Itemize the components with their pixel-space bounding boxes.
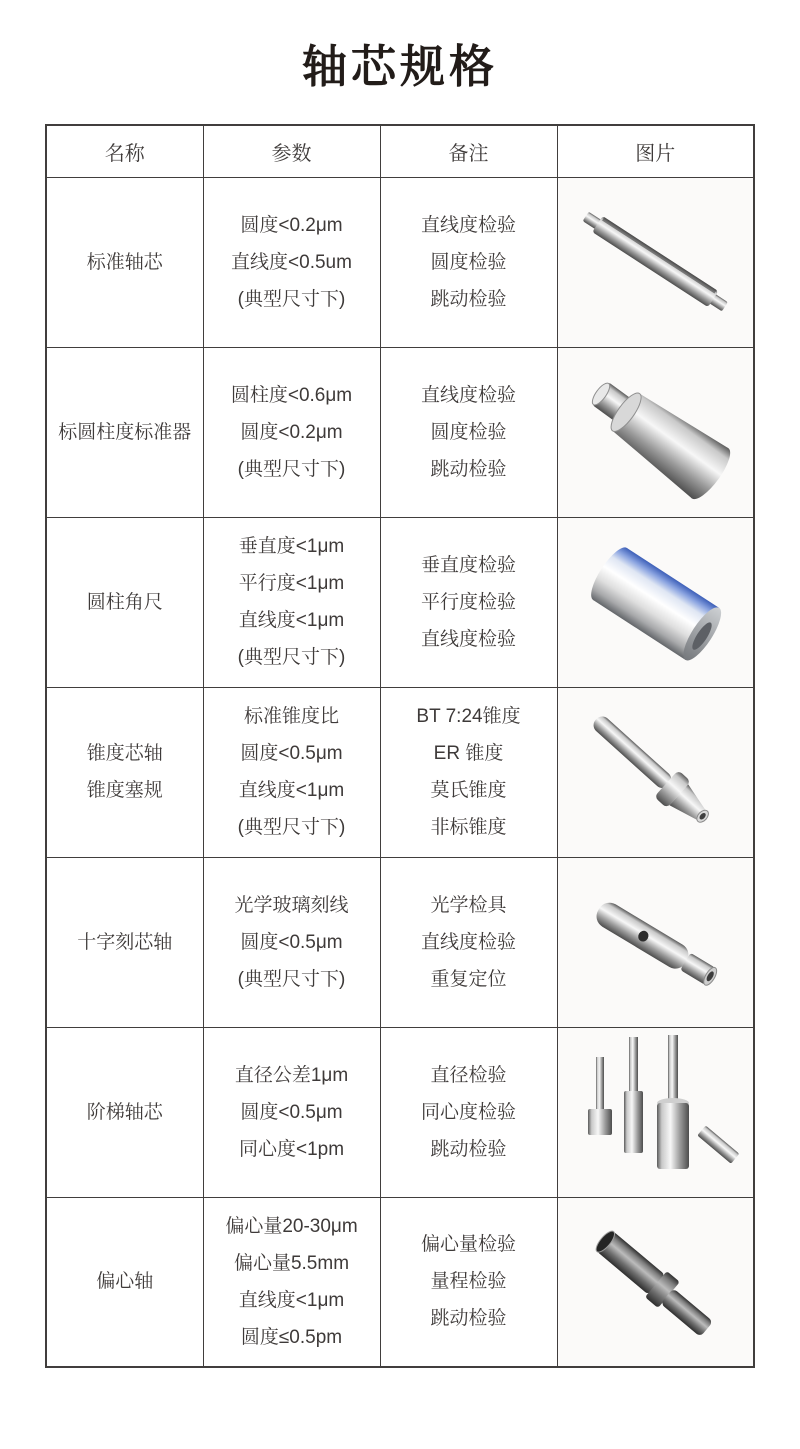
product-photo-cell [557, 1027, 754, 1197]
note-line: 量程检验 [430, 1271, 507, 1293]
product-name-line: 锥度芯轴 [86, 743, 163, 764]
product-photo-cell [557, 177, 754, 347]
note-line: 直线度检验 [420, 214, 516, 236]
param-line: (典型尺寸下) [237, 458, 346, 480]
product-notes-cell [380, 687, 557, 857]
header-name: 名称 [46, 125, 203, 177]
param-line: 偏心量20-30μm [225, 1215, 358, 1237]
note-line: 圆度检验 [430, 251, 507, 273]
param-line: 圆度<0.2μm [240, 214, 343, 236]
product-params-cell [203, 517, 380, 687]
spec-table-body [46, 177, 754, 1367]
param-line: 直线度<1μm [238, 610, 345, 631]
note-line: 光学检具 [430, 894, 507, 916]
eccentric-shaft-photo [560, 1203, 750, 1361]
param-line: 圆度<0.5μm [240, 1101, 343, 1123]
table-row [46, 177, 754, 347]
product-name-cell [46, 177, 203, 347]
table-row [46, 347, 754, 517]
note-line: 平行度检验 [420, 591, 516, 613]
product-notes-cell [380, 1027, 557, 1197]
note-line: 直线度检验 [420, 628, 516, 650]
param-line: (典型尺寸下) [237, 647, 346, 668]
note-line: 垂直度检验 [420, 554, 516, 576]
note-line: 偏心量检验 [420, 1234, 516, 1256]
product-name-cell [46, 857, 203, 1027]
product-name-cell [46, 687, 203, 857]
cross-engraved-shaft-photo [560, 863, 750, 1021]
param-line: 偏心量5.5mm [233, 1252, 350, 1274]
note-line: 跳动检验 [430, 288, 507, 310]
note-line: 直线度检验 [420, 931, 516, 953]
note-line: 莫氏锥度 [430, 780, 507, 801]
note-line: 非标锥度 [430, 817, 507, 838]
note-line: BT 7:24锥度 [416, 706, 521, 727]
param-line: 标准锥度比 [243, 706, 339, 727]
standard-shaft-photo [560, 183, 750, 341]
page-title: 轴芯规格 [301, 41, 498, 92]
product-name-cell [46, 1027, 203, 1197]
note-line: 直径检验 [430, 1064, 507, 1086]
product-params-cell [203, 177, 380, 347]
param-line: 圆度<0.5μm [240, 931, 343, 953]
header-params: 参数 [203, 125, 380, 177]
product-photo-cell [557, 1197, 754, 1367]
product-params-cell [203, 347, 380, 517]
product-params-cell [203, 687, 380, 857]
spec-table [45, 124, 755, 1368]
cylinder-square-photo [560, 523, 750, 681]
product-name-line: 十字刻芯轴 [77, 931, 173, 953]
table-row [46, 1197, 754, 1367]
param-line: 直线度<1μm [238, 780, 345, 801]
product-photo-cell [557, 517, 754, 687]
param-line: 平行度<1μm [238, 573, 345, 594]
param-line: 圆度<0.5μm [240, 743, 343, 764]
product-notes-cell [380, 177, 557, 347]
param-line: 光学玻璃刻线 [234, 894, 349, 916]
param-line: 垂直度<1μm [238, 536, 345, 557]
note-line: 直线度检验 [420, 384, 516, 406]
table-row [46, 1027, 754, 1197]
table-row [46, 517, 754, 687]
spec-table-header [46, 125, 754, 177]
product-name-line: 标准轴芯 [86, 251, 163, 273]
product-name-line: 阶梯轴芯 [86, 1101, 163, 1123]
product-params-cell [203, 1027, 380, 1197]
param-line: 直线度<0.5um [231, 251, 352, 273]
note-line: ER 锥度 [433, 743, 504, 764]
header-notes: 备注 [380, 125, 557, 177]
product-notes-cell [380, 857, 557, 1027]
product-name-line: 标圆柱度标准器 [58, 421, 192, 443]
param-line: 圆柱度<0.6μm [230, 384, 353, 406]
product-notes-cell [380, 1197, 557, 1367]
taper-mandrel-photo [560, 693, 750, 851]
stepped-shafts-photo [560, 1033, 750, 1191]
table-row [46, 857, 754, 1027]
header-row [46, 125, 754, 177]
param-line: 圆度<0.2μm [240, 421, 343, 443]
product-photo-cell [557, 687, 754, 857]
product-params-cell [203, 857, 380, 1027]
product-photo-cell [557, 857, 754, 1027]
product-photo-cell [557, 347, 754, 517]
product-notes-cell [380, 347, 557, 517]
note-line: 同心度检验 [420, 1101, 516, 1123]
note-line: 跳动检验 [430, 1308, 507, 1330]
note-line: 跳动检验 [430, 1138, 507, 1160]
param-line: 圆度≤0.5pm [240, 1326, 343, 1348]
param-line: (典型尺寸下) [237, 288, 346, 310]
note-line: 重复定位 [430, 968, 507, 990]
product-name-cell [46, 1197, 203, 1367]
note-line: 圆度检验 [430, 421, 507, 443]
header-image: 图片 [557, 125, 754, 177]
product-notes-cell [380, 517, 557, 687]
param-line: 直径公差1μm [234, 1064, 349, 1086]
product-params-cell [203, 1197, 380, 1367]
note-line: 跳动检验 [430, 458, 507, 480]
param-line: (典型尺寸下) [237, 817, 346, 838]
product-name-line: 圆柱角尺 [86, 591, 163, 613]
product-name-cell [46, 347, 203, 517]
product-name-line: 偏心轴 [96, 1271, 154, 1293]
param-line: (典型尺寸下) [237, 968, 346, 990]
param-line: 同心度<1pm [238, 1138, 345, 1160]
table-row [46, 687, 754, 857]
cylindricity-standard-photo [560, 353, 750, 511]
param-line: 直线度<1μm [238, 1289, 345, 1311]
product-name-cell [46, 517, 203, 687]
product-name-line: 锥度塞规 [86, 780, 163, 801]
